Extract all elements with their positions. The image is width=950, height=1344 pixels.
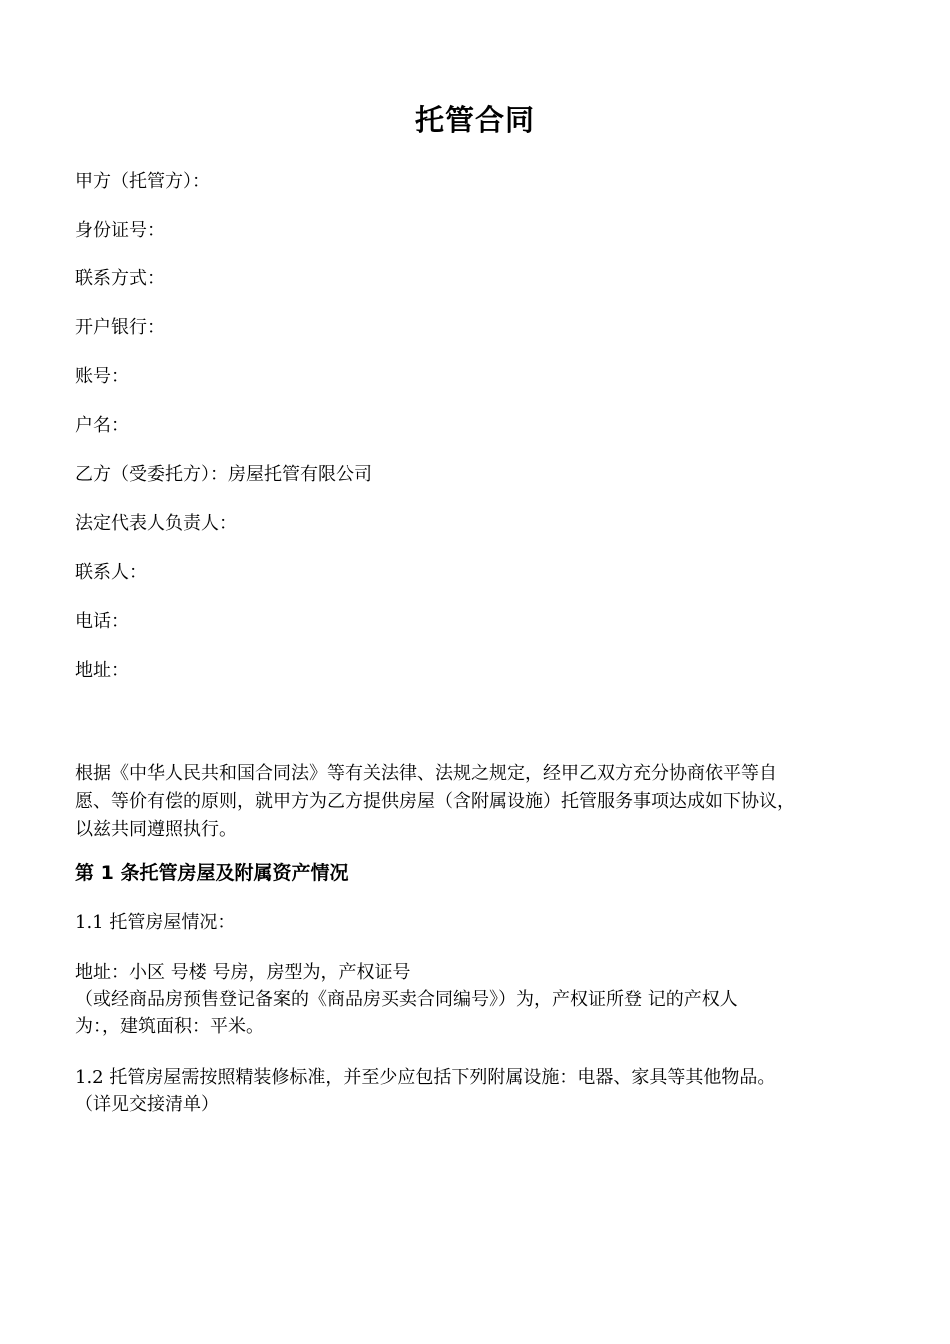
party-b-phone-field: 电话： <box>75 611 129 632</box>
clause-1-2-line: 1.2 托管房屋需按照精装修标准，并至少应包括下列附属设施：电器、家具等其他物品。 <box>75 1067 776 1088</box>
article-1-heading: 第 1 条托管房屋及附属资产情况 <box>75 862 349 884</box>
party-a-account-name-field: 户名： <box>75 415 129 436</box>
clause-1-2-line: （详见交接清单） <box>75 1094 219 1115</box>
clause-1-1-paragraph <box>75 959 890 1040</box>
clause-1-1-title: 1.1 托管房屋情况： <box>75 912 236 933</box>
document-title: 托管合同 <box>414 103 535 137</box>
clause-1-1-line: 为：，建筑面积：平米。 <box>75 1016 264 1037</box>
party-b-name-field: 乙方（受委托方）：房屋托管有限公司 <box>75 464 372 485</box>
party-b-contact-person-field: 联系人： <box>75 562 147 583</box>
preamble-line: 根据《中华人民共和国合同法》等有关法律、法规之规定，经甲乙双方充分协商依平等自 <box>75 763 777 784</box>
preamble-line: 以兹共同遵照执行。 <box>75 819 237 840</box>
party-a-name-field: 甲方（托管方）： <box>75 171 210 192</box>
party-a-bank-field: 开户银行： <box>75 317 165 338</box>
preamble-line: 愿、等价有偿的原则，就甲方为乙方提供房屋（含附属设施）托管服务事项达成如下协议， <box>75 791 795 812</box>
clause-1-1-line: （或经商品房预售登记备案的《商品房买卖合同编号》）为，产权证所登 记的产权人 <box>75 989 738 1010</box>
party-a-contact-field: 联系方式： <box>75 268 165 289</box>
party-a-account-field: 账号： <box>75 366 129 387</box>
preamble-paragraph <box>75 760 890 844</box>
party-a-id-field: 身份证号： <box>75 220 165 241</box>
clause-1-1-line: 地址：小区 号楼 号房，房型为，产权证号 <box>75 962 411 983</box>
party-b-representative-field: 法定代表人负责人： <box>75 513 237 534</box>
party-b-address-field: 地址： <box>75 660 129 681</box>
clause-1-2-paragraph <box>75 1064 890 1118</box>
